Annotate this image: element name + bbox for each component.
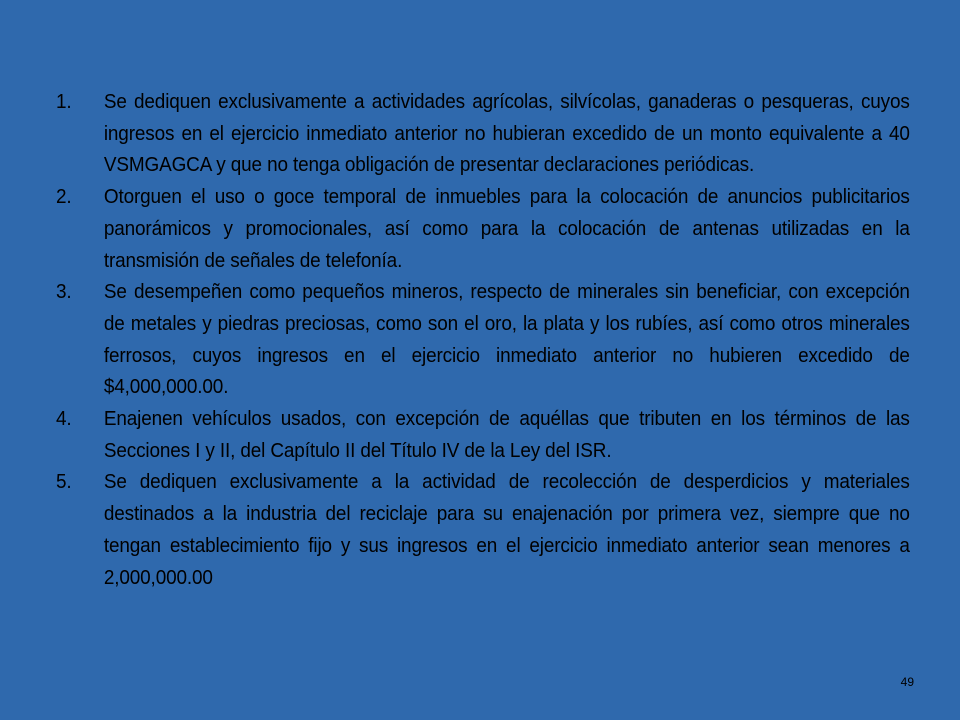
list-item bbox=[56, 276, 910, 403]
list-item-text: Se desempeñen como pequeños mineros, respecto de minerales sin beneficiar, con excepción de metales y piedras preciosas, como son el oro, la plata y los rubíes, así como otros minerales ferrosos, cuyos ingresos en el ejercicio inmediato anterior no hubieren excedido de $4,000,000.00. bbox=[103, 280, 910, 399]
list-item bbox=[56, 86, 910, 181]
list-item bbox=[56, 403, 910, 466]
list-item bbox=[56, 466, 910, 593]
list-item-text: Se dediquen exclusivamente a la actividad de recolección de desperdicios y materiales destinados a la industria del reciclaje para su enajenación por primera vez, siempre que no tengan establecimiento fijo y sus ingresos en el ejercicio inmediato anterior sean menores a 2,000,000.00 bbox=[103, 470, 910, 589]
page-number: 49 bbox=[900, 675, 914, 689]
list-item-number: 2. bbox=[56, 185, 72, 209]
list-item-number: 1. bbox=[56, 90, 72, 113]
list-item-text: Otorguen el uso o goce temporal de inmuebles para la colocación de anuncios publicitarios panorámicos y promocionales, así como para la colocación de antenas utilizadas en la transmisión de señales de telefonía. bbox=[103, 185, 910, 272]
list-item-text: Se dediquen exclusivamente a actividades agrícolas, silvícolas, ganaderas o pesqueras, cuyos ingresos en el ejercicio inmediato anterior no hubieran excedido de un monto equivalente a 40 VSMGAGCA y que no tenga obligación de presentar declaraciones periódicas. bbox=[103, 90, 910, 177]
list-item bbox=[56, 181, 910, 276]
list-item-number: 5. bbox=[56, 470, 72, 494]
list-item-number: 3. bbox=[56, 280, 72, 304]
numbered-list bbox=[56, 86, 910, 593]
list-item-number: 4. bbox=[56, 407, 72, 431]
list-item-text: Enajenen vehículos usados, con excepción de aquéllas que tributen en los términos de las Secciones I y II, del Capítulo II del Título IV de la Ley del ISR. bbox=[103, 407, 910, 462]
